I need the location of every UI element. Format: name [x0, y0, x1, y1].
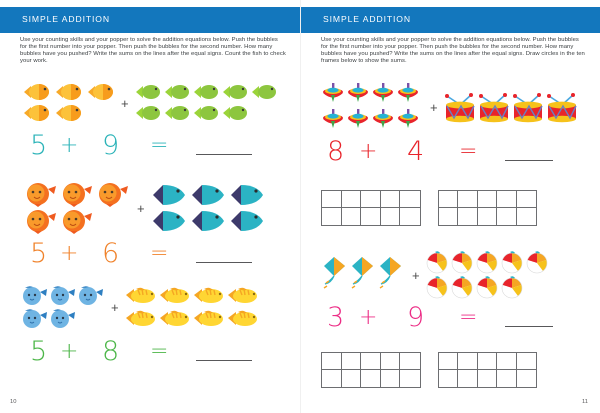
- ten-frame-cell[interactable]: [361, 208, 381, 225]
- equation-left-2-addend1: 5: [30, 238, 48, 269]
- addend-group-teal-fish: [150, 182, 270, 234]
- equation-left-1-addend1: 5: [30, 130, 48, 161]
- beach-ball-icon: [525, 250, 550, 275]
- ten-frame-cell[interactable]: [458, 208, 478, 225]
- teal-fish-icon: [150, 208, 189, 234]
- orange-goldfish-icon: [20, 103, 52, 124]
- equation-right-2-equals: =: [459, 305, 478, 330]
- orange-goldfish-icon: [52, 103, 84, 124]
- blue-fish-icon: [76, 284, 104, 307]
- equation-left-2-equals: =: [150, 241, 169, 266]
- equation-right-1-addend2: 4: [407, 136, 425, 167]
- instructions-right: [321, 37, 586, 65]
- beach-ball-icon: [425, 250, 450, 275]
- orange-goldfish-icon: [84, 82, 116, 103]
- drum-icon: [511, 91, 545, 125]
- ten-frame-cell[interactable]: [478, 353, 498, 370]
- green-fish-icon: [221, 103, 250, 124]
- ten-frame-cell[interactable]: [361, 353, 381, 370]
- yellow-fish-icon: [124, 284, 158, 307]
- problem-left-3: [0, 282, 300, 374]
- beach-ball-icon: [425, 275, 450, 300]
- ten-frame-cell[interactable]: [400, 370, 420, 387]
- beach-ball-icon: [450, 250, 475, 275]
- equation-right-2-addend2: 9: [407, 302, 425, 333]
- ten-frame-cell[interactable]: [361, 191, 381, 208]
- addend-group-kite: [321, 255, 407, 295]
- equation-left-1-answer-blank[interactable]: [196, 154, 252, 155]
- equation-left-2: [0, 240, 300, 267]
- addend-group-orange-goldfish: [20, 82, 116, 124]
- equation-left-2-addend2: 6: [102, 238, 120, 269]
- problem-right-2-illustration: [301, 248, 600, 302]
- ten-frame-cell[interactable]: [439, 370, 459, 387]
- ten-frames-row-2: [321, 352, 537, 388]
- ten-frame-cell[interactable]: [322, 208, 342, 225]
- ten-frames-row-1: [321, 190, 537, 226]
- addend-group-blue-fish: [20, 284, 106, 330]
- page-right: [300, 0, 600, 413]
- ten-frame[interactable]: [438, 352, 538, 388]
- ten-frame-cell[interactable]: [322, 370, 342, 387]
- orange-goldfish-icon: [52, 82, 84, 103]
- equation-left-3-addend2: 8: [102, 336, 120, 367]
- spinning-top-icon: [371, 82, 396, 108]
- problem-left-1: [0, 80, 300, 172]
- ten-frame-cell[interactable]: [361, 370, 381, 387]
- equation-right-1-answer-blank[interactable]: [505, 160, 553, 161]
- spinning-top-icon: [321, 82, 346, 108]
- page-title-right: SIMPLE ADDITION: [323, 14, 411, 24]
- problem-left-3-illustration: [0, 282, 300, 332]
- equation-left-1: [0, 132, 300, 159]
- spinning-top-icon: [321, 108, 346, 134]
- ten-frame-cell[interactable]: [322, 191, 342, 208]
- ten-frame-cell[interactable]: [497, 370, 517, 387]
- yellow-fish-icon: [124, 307, 158, 330]
- ten-frame-cell[interactable]: [517, 191, 537, 208]
- green-fish-icon: [134, 103, 163, 124]
- equation-left-1-addend2: 9: [102, 130, 120, 161]
- problem-right-2: [301, 248, 600, 348]
- problem-left-1-illustration: [0, 80, 300, 126]
- teal-fish-icon: [189, 182, 228, 208]
- yellow-fish-icon: [226, 284, 260, 307]
- orange-pufferfish-icon: [22, 181, 58, 208]
- ten-frame-cell[interactable]: [400, 208, 420, 225]
- green-fish-icon: [134, 82, 163, 103]
- instructions-left: [20, 37, 286, 65]
- teal-fish-icon: [228, 208, 267, 234]
- equation-left-3-equals: =: [150, 339, 169, 364]
- ten-frame-cell[interactable]: [517, 208, 537, 225]
- ten-frame-cell[interactable]: [381, 353, 401, 370]
- ten-frame-cell[interactable]: [458, 353, 478, 370]
- ten-frame-cell[interactable]: [381, 370, 401, 387]
- ten-frame-cell[interactable]: [478, 208, 498, 225]
- orange-pufferfish-icon: [94, 181, 130, 208]
- orange-goldfish-icon: [20, 82, 52, 103]
- equation-left-3-addend1: 5: [30, 336, 48, 367]
- problem-right-1: [301, 80, 600, 180]
- ten-frame[interactable]: [438, 190, 538, 226]
- ten-frame-cell[interactable]: [381, 191, 401, 208]
- addend-group-drum: [443, 91, 583, 125]
- equation-left-1-plus: +: [60, 133, 79, 158]
- yellow-fish-icon: [192, 307, 226, 330]
- orange-pufferfish-icon: [58, 181, 94, 208]
- plus-sign-illustration: +: [430, 100, 438, 115]
- kite-icon: [377, 255, 405, 295]
- yellow-fish-icon: [192, 284, 226, 307]
- equation-left-2-answer-blank[interactable]: [196, 262, 252, 263]
- spinning-top-icon: [396, 108, 421, 134]
- equation-right-1-equals: =: [459, 139, 478, 164]
- equation-right-2-plus: +: [359, 305, 378, 330]
- ten-frame-cell[interactable]: [478, 191, 498, 208]
- green-fish-icon: [163, 103, 192, 124]
- equation-left-1-equals: =: [150, 133, 169, 158]
- plus-sign-illustration: +: [412, 267, 420, 283]
- equation-right-2-addend1: 3: [327, 302, 345, 333]
- green-fish-icon: [221, 82, 250, 103]
- ten-frame-cell[interactable]: [517, 370, 537, 387]
- kite-icon: [349, 255, 377, 295]
- drum-icon: [545, 91, 579, 125]
- blue-fish-icon: [48, 284, 76, 307]
- equation-left-3-answer-blank[interactable]: [196, 360, 252, 361]
- ten-frame-cell[interactable]: [497, 208, 517, 225]
- ten-frame-cell[interactable]: [342, 191, 362, 208]
- beach-ball-icon: [475, 275, 500, 300]
- spinning-top-icon: [346, 82, 371, 108]
- ten-frame-cell[interactable]: [342, 353, 362, 370]
- green-fish-icon: [192, 82, 221, 103]
- ten-frame-cell[interactable]: [478, 370, 498, 387]
- page-title-left: SIMPLE ADDITION: [22, 14, 110, 24]
- ten-frame[interactable]: [321, 190, 421, 226]
- equation-right-1-plus: +: [359, 139, 378, 164]
- ten-frame-cell[interactable]: [439, 191, 459, 208]
- blue-fish-icon: [20, 307, 48, 330]
- ten-frame-cell[interactable]: [497, 353, 517, 370]
- ten-frame-cell[interactable]: [517, 353, 537, 370]
- plus-sign-illustration: +: [121, 95, 129, 111]
- ten-frame-cell[interactable]: [458, 191, 478, 208]
- plus-sign-illustration: +: [111, 299, 119, 315]
- equation-left-3: [0, 338, 300, 365]
- orange-pufferfish-icon: [22, 208, 58, 235]
- green-fish-icon: [163, 82, 192, 103]
- instructions-text-right: Use your counting skills and your popper to solve the addition equations below. Push the bubbles for the first number into your popper. Then push the bubbles for the second number. How many bubbles have you pushed? Write the sums on the lines after the equal signs. Draw circles in the ten frames below to show the sums.: [321, 37, 585, 64]
- kite-icon: [321, 255, 349, 295]
- problem-left-2: [0, 178, 300, 270]
- equation-left-3-plus: +: [60, 339, 79, 364]
- orange-pufferfish-icon: [58, 208, 94, 235]
- addend-group-yellow-fish: [124, 284, 264, 330]
- drum-icon: [477, 91, 511, 125]
- yellow-fish-icon: [158, 284, 192, 307]
- equation-right-1: [301, 138, 600, 165]
- equation-right-2-answer-blank[interactable]: [505, 326, 553, 327]
- blue-fish-icon: [20, 284, 48, 307]
- teal-fish-icon: [150, 182, 189, 208]
- plus-sign-illustration: +: [137, 200, 145, 216]
- ten-frame-cell[interactable]: [497, 191, 517, 208]
- addend-group-green-fish: [134, 82, 284, 124]
- yellow-fish-icon: [158, 307, 192, 330]
- beach-ball-icon: [475, 250, 500, 275]
- ten-frame-cell[interactable]: [400, 353, 420, 370]
- page-number-right: 11: [581, 399, 588, 405]
- drum-icon: [443, 91, 477, 125]
- teal-fish-icon: [228, 182, 267, 208]
- problem-left-2-illustration: [0, 178, 300, 238]
- beach-ball-icon: [500, 250, 525, 275]
- ten-frame-cell[interactable]: [342, 208, 362, 225]
- spinning-top-icon: [396, 82, 421, 108]
- equation-right-1-addend1: 8: [327, 136, 345, 167]
- ten-frame-cell[interactable]: [322, 353, 342, 370]
- ten-frame-cell[interactable]: [400, 191, 420, 208]
- yellow-fish-icon: [226, 307, 260, 330]
- green-fish-icon: [192, 103, 221, 124]
- addend-group-spinning-top: [321, 82, 425, 134]
- ten-frame-cell[interactable]: [381, 208, 401, 225]
- ten-frame-cell[interactable]: [342, 370, 362, 387]
- page-number-left: 10: [10, 399, 17, 405]
- ten-frame-cell[interactable]: [439, 353, 459, 370]
- green-fish-icon: [250, 82, 279, 103]
- ten-frame-cell[interactable]: [439, 208, 459, 225]
- spinning-top-icon: [371, 108, 396, 134]
- ten-frame[interactable]: [321, 352, 421, 388]
- equation-right-2: [301, 304, 600, 331]
- spinning-top-icon: [346, 108, 371, 134]
- beach-ball-icon: [450, 275, 475, 300]
- instructions-text-left: Use your counting skills and your popper to solve the addition equations below. Push the bubbles for the first number into your popper. Then push the bubbles for the second number. How many bubbles have you pushed? Write the sums on the lines after the equal signs. Count the fish to check your work.: [20, 37, 286, 64]
- ten-frame-cell[interactable]: [458, 370, 478, 387]
- addend-group-beach-ball: [425, 250, 555, 300]
- blue-fish-icon: [48, 307, 76, 330]
- beach-ball-icon: [500, 275, 525, 300]
- equation-left-2-plus: +: [60, 241, 79, 266]
- problem-right-1-illustration: [301, 80, 600, 135]
- teal-fish-icon: [189, 208, 228, 234]
- addend-group-orange-pufferfish: [22, 181, 132, 235]
